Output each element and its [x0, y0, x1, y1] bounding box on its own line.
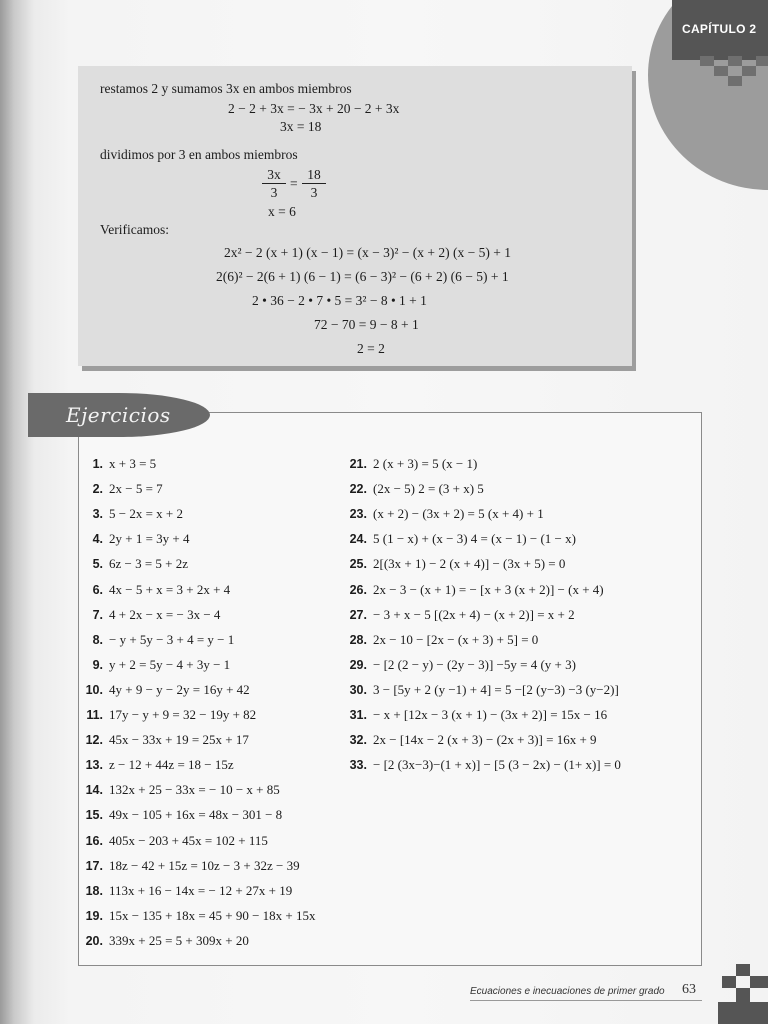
exercise-item	[79, 834, 268, 848]
exercise-item	[343, 457, 477, 471]
exercise-equation: z − 12 + 44z = 18 − 15z	[109, 757, 234, 773]
exercise-equation: 113x + 16 − 14x = − 12 + 27x + 19	[109, 882, 293, 898]
exercise-item	[79, 482, 163, 496]
verify-line-5: 2 = 2	[357, 341, 385, 356]
exercise-number: 23.	[349, 507, 367, 522]
exercise-item	[343, 557, 565, 571]
exercise-number: 15.	[85, 808, 103, 823]
exercise-item	[79, 708, 256, 722]
exercise-number: 18.	[85, 883, 103, 898]
fraction-equals: =	[290, 176, 298, 191]
exercise-number: 19.	[85, 908, 103, 923]
fraction-left-denominator: 3	[270, 184, 278, 200]
solution-equation-2: 3x = 18	[280, 119, 322, 134]
footer-divider	[470, 1000, 702, 1001]
exercise-number: 12.	[85, 733, 103, 748]
exercise-item	[79, 507, 183, 521]
solution-equation-3: x = 6	[268, 204, 296, 219]
exercise-number: 24.	[349, 532, 367, 547]
exercise-equation: 5 − 2x = x + 2	[109, 506, 183, 522]
exercise-item	[79, 884, 292, 898]
exercise-number: 28.	[349, 632, 367, 647]
exercise-equation: 6z − 3 = 5 + 2z	[109, 556, 189, 572]
exercise-number: 29.	[349, 657, 367, 672]
exercise-number: 25.	[349, 557, 367, 572]
verify-line-2: 2(6)² − 2(6 + 1) (6 − 1) = (6 − 3)² − (6 + 2) (6 − 5) + 1	[216, 269, 509, 284]
exercise-number: 7.	[92, 607, 103, 622]
exercise-number: 27.	[349, 607, 367, 622]
exercise-item	[343, 708, 607, 722]
exercise-item	[79, 758, 234, 772]
exercise-number: 33.	[349, 758, 367, 773]
exercise-item	[343, 758, 621, 772]
exercise-equation: (2x − 5) 2 = (3 + x) 5	[373, 481, 484, 497]
exercise-item	[79, 909, 316, 923]
exercise-equation: 15x − 135 + 18x = 45 + 90 − 18x + 15x	[109, 907, 316, 923]
exercise-number: 5.	[92, 557, 103, 572]
exercise-item	[79, 633, 234, 647]
exercise-number: 4.	[92, 532, 103, 547]
exercise-item	[79, 583, 230, 597]
exercise-item	[79, 658, 230, 672]
exercise-number: 30.	[349, 682, 367, 697]
exercise-item	[343, 683, 619, 697]
exercise-item	[79, 532, 190, 546]
exercise-equation: 18z − 42 + 15z = 10z − 3 + 32z − 39	[109, 857, 300, 873]
exercise-equation: y + 2 = 5y − 4 + 3y − 1	[109, 656, 231, 672]
solution-text-subtract: restamos 2 y sumamos 3x en ambos miembros	[100, 81, 352, 96]
worked-solution-box	[78, 66, 632, 366]
exercise-number: 32.	[349, 733, 367, 748]
exercise-equation: − y + 5y − 3 + 4 = y − 1	[109, 631, 235, 647]
exercise-equation: 17y − y + 9 = 32 − 19y + 82	[109, 707, 257, 722]
exercise-number: 21.	[349, 457, 367, 471]
exercise-equation: 3 − [5y + 2 (y −1) + 4] = 5 −[2 (y−3) −3 (y−2)]	[373, 681, 619, 697]
exercises-tab	[28, 393, 210, 437]
exercise-number: 8.	[92, 632, 103, 647]
exercise-number: 2.	[92, 482, 103, 497]
exercise-equation: 4x − 5 + x = 3 + 2x + 4	[109, 581, 231, 597]
exercises-box	[78, 412, 702, 966]
exercise-number: 14.	[85, 783, 103, 798]
exercise-equation: x + 3 = 5	[109, 456, 157, 471]
exercise-equation: 2y + 1 = 3y + 4	[109, 531, 190, 547]
exercise-equation: 2x − 5 = 7	[109, 481, 163, 497]
fraction-right	[302, 168, 326, 199]
chapter-pixel-decoration	[700, 56, 768, 96]
verify-line-1: 2x² − 2 (x + 1) (x − 1) = (x − 3)² − (x + 2) (x − 5) + 1	[224, 245, 511, 260]
exercise-number: 1.	[92, 457, 103, 471]
exercise-equation: 2 (x + 3) = 5 (x − 1)	[373, 456, 478, 471]
exercise-equation: 5 (1 − x) + (x − 3) 4 = (x − 1) − (1 − x)	[373, 531, 576, 547]
exercise-item	[343, 482, 484, 496]
exercise-equation: 49x − 105 + 16x = 48x − 301 − 8	[109, 807, 283, 823]
fraction-right-numerator: 18	[302, 168, 326, 184]
exercise-item	[343, 532, 576, 546]
exercise-number: 13.	[85, 758, 103, 773]
exercise-number: 22.	[349, 482, 367, 497]
fraction-right-denominator: 3	[310, 184, 318, 200]
exercise-item	[343, 633, 538, 647]
exercise-item	[343, 608, 575, 622]
exercise-number: 16.	[85, 833, 103, 848]
exercise-number: 9.	[92, 657, 103, 672]
verify-label: Verificamos:	[100, 222, 169, 237]
exercise-equation: (x + 2) − (3x + 2) = 5 (x + 4) + 1	[373, 506, 544, 522]
exercise-number: 31.	[349, 708, 367, 722]
exercise-equation: 4 + 2x − x = − 3x − 4	[109, 606, 221, 622]
exercise-number: 11.	[86, 708, 103, 722]
exercise-number: 26.	[349, 582, 367, 597]
exercise-item	[79, 859, 300, 873]
exercise-item	[343, 658, 576, 672]
exercise-item	[79, 683, 250, 697]
footer-text: Ecuaciones e inecuaciones de primer grado	[470, 986, 665, 997]
exercise-item	[79, 608, 220, 622]
exercise-item	[343, 507, 544, 521]
exercise-equation: − [2 (2 − y) − (2y − 3)] −5y = 4 (y + 3)	[373, 656, 576, 672]
exercise-equation: 45x − 33x + 19 = 25x + 17	[109, 732, 249, 748]
exercise-equation: 339x + 25 = 5 + 309x + 20	[109, 932, 249, 948]
exercise-equation: − [2 (3x−3)−(1 + x)] − [5 (3 − 2x) − (1+ x)] = 0	[373, 757, 621, 773]
corner-pixel-decoration	[718, 964, 768, 1024]
solution-text-divide: dividimos por 3 en ambos miembros	[100, 147, 298, 162]
exercise-item	[79, 557, 188, 571]
exercise-equation: 2x − 10 − [2x − (x + 3) + 5] = 0	[373, 631, 539, 647]
verify-line-4: 72 − 70 = 9 − 8 + 1	[314, 317, 419, 332]
fraction-left	[262, 168, 286, 199]
solution-equation-1: 2 − 2 + 3x = − 3x + 20 − 2 + 3x	[228, 101, 400, 116]
exercise-number: 17.	[85, 858, 103, 873]
exercise-item	[343, 733, 597, 747]
exercise-number: 10.	[85, 682, 103, 697]
exercises-title: Ejercicios	[66, 403, 171, 427]
fraction-left-numerator: 3x	[262, 168, 286, 184]
exercise-equation: 2x − [14x − 2 (x + 3) − (2x + 3)] = 16x + 9	[373, 732, 597, 748]
exercise-equation: − x + [12x − 3 (x + 1) − (3x + 2)] = 15x − 16	[373, 707, 608, 722]
verify-line-3: 2 • 36 − 2 • 7 • 5 = 3² − 8 • 1 + 1	[252, 293, 427, 308]
exercise-number: 20.	[85, 933, 103, 948]
exercise-item	[79, 783, 280, 797]
exercise-equation: 2[(3x + 1) − 2 (x + 4)] − (3x + 5) = 0	[373, 556, 566, 572]
exercise-item	[79, 808, 282, 822]
page-number: 63	[682, 982, 696, 997]
exercise-equation: 2x − 3 − (x + 1) = − [x + 3 (x + 2)] − (x + 4)	[373, 581, 604, 597]
exercise-item	[79, 457, 156, 471]
exercise-equation: − 3 + x − 5 [(2x + 4) − (x + 2)] = x + 2	[373, 606, 575, 622]
exercise-equation: 4y + 9 − y − 2y = 16y + 42	[109, 681, 250, 697]
chapter-label: CAPÍTULO 2	[682, 22, 757, 36]
exercise-item	[79, 934, 249, 948]
exercise-number: 6.	[92, 582, 103, 597]
exercise-item	[343, 583, 604, 597]
exercise-item	[79, 733, 249, 747]
exercise-equation: 405x − 203 + 45x = 102 + 115	[109, 832, 268, 848]
exercise-equation: 132x + 25 − 33x = − 10 − x + 85	[109, 782, 280, 798]
exercise-number: 3.	[92, 507, 103, 522]
